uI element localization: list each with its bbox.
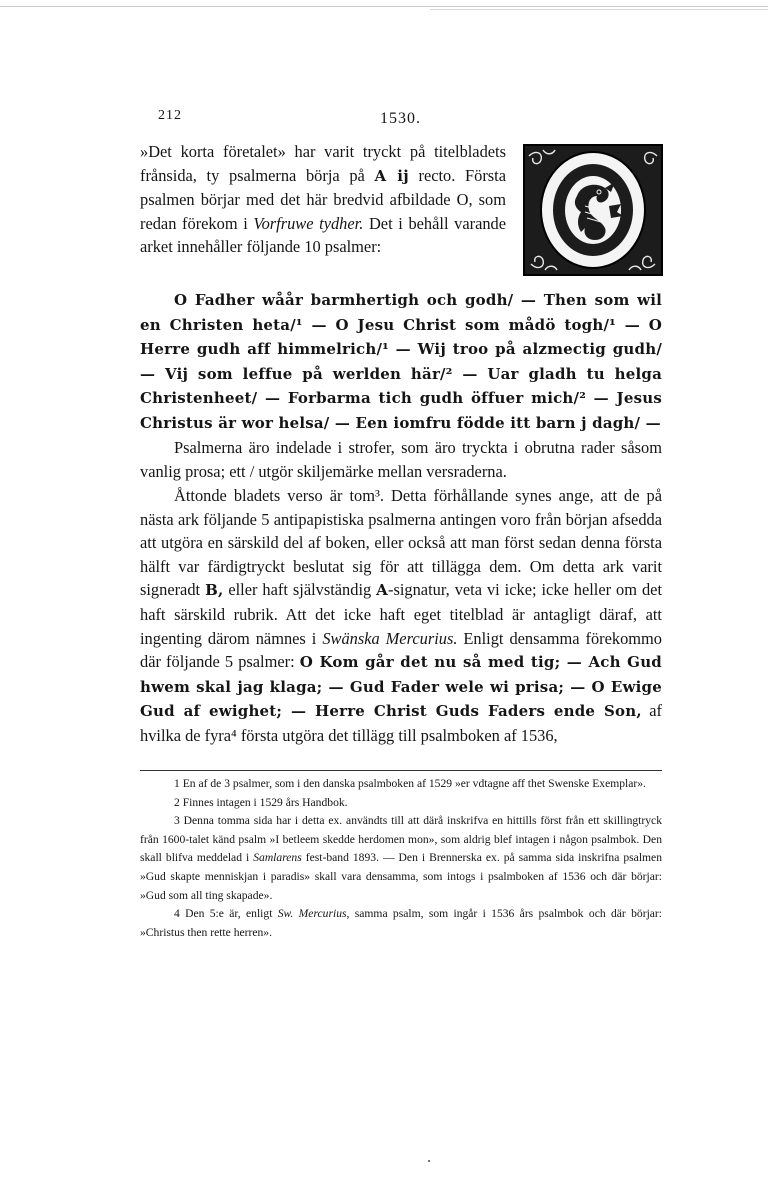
hymn-list-fraktur: O Fadher wåår barmhertigh och godh/ — Then som wil en Christen heta/¹ — O Jesu Christ som mådö togh/¹ — O Herre gudh aff himmelrich/¹ — Wij troo på alzmectig gudh/ — Vij som leffue på werlden här/² — Uar gladh tu helga Christenheet/ — Forbarma tich gudh öffuer mich/² — Jesus Christus är wor helsa/ — Een iomfru födde itt barn j dagh/ — (140, 291, 662, 432)
top-edge-rule (0, 6, 768, 7)
dragon-initial-icon (525, 146, 661, 274)
para3-text-e: af hvilka de fyra⁴ första utgöra det tillägg till psalmboken af 1536, (140, 701, 662, 745)
para3-text-d: Enligt densamma förekommo där följande 5 psalmer: (140, 628, 662, 672)
footnote-4-text-a: 4 Den 5:e är, enligt (174, 907, 278, 921)
footnote-3-text-b: fest-band 1893. — Den i Brennerska ex. på samma sida inskrifna psalmen »Gud skapte menniskjan i paradis» skall vara densamma, som intogs i psalmboken af 1536 och där börjar: »Gud som all ting skapade». (140, 851, 662, 902)
top-edge-rule-secondary (430, 9, 768, 10)
footnote-4 (140, 905, 662, 942)
running-head-year: 1530. (380, 110, 421, 127)
paragraph-attonde-bladet (140, 484, 662, 748)
footnote-3 (140, 812, 662, 905)
footnotes (140, 775, 662, 942)
footnote-4-italic: Sw. Mercurius, (277, 907, 350, 921)
footnote-2: 2 Finnes intagen i 1529 års Handbok. (174, 795, 348, 809)
para3-text-c: -signatur, veta vi icke; icke heller om det haft särskild rubrik. Att det icke haft eget titelblad är antagligt däraf, att ingenting därom nämnes i (140, 580, 662, 648)
book-title-mercurius: Swänska Mercurius. (322, 628, 458, 648)
para3-text-a: Åttonde bladets verso är tom³. Detta förhållande synes ange, att de på nästa ark följande 5 antipapistiska psalmerna antingen voro från början afsedda att utgöra en särskild del af boken, eller också att man först sedan denna första hälft var färdigtryckt beslutat sig för att tillägga dem. Om detta ark varit signeradt (140, 486, 662, 600)
signature-mark: A ij (374, 166, 409, 185)
paragraph-strofer: Psalmerna äro indelade i strofer, som äro tryckta i obrutna rader såsom vanlig prosa; ett / utgör skiljemärke mellan versraderna. (140, 438, 662, 481)
footnote-rule (140, 770, 662, 771)
intro-paragraph (140, 140, 506, 259)
para3-text-b: eller haft självständig (223, 580, 377, 600)
signature-a: A (376, 581, 389, 600)
footnote-1: 1 En af de 3 psalmer, som i den danska psalmboken af 1529 »er vdtagne aff thet Swenske Exemplar». (174, 777, 646, 790)
footnote-3-italic: Samlarens (253, 851, 302, 865)
page-speck (428, 1160, 430, 1162)
footnote-3-text-a: 3 Denna tomma sida har i detta ex. användts till att därå inskrifva en hittills först från ett skillingtryck från 1600-talet känd psalm »I betleem skedde herdomen mon», som aldrig blef intagen i någon psalmbok. Den skall blifva meddelad i (140, 814, 662, 865)
footnote-4-text-b: samma psalm, som ingår i 1536 års psalmbok och där börjar: »Christus then rette herren». (140, 907, 663, 939)
intro-text-a: »Det korta företalet» har varit tryckt på titelbladets frånsida, ty psalmerna börja på (140, 142, 506, 185)
book-title-vorfruwe: Vorfruwe tydher. (253, 213, 364, 233)
intro-text-c: Det i behåll varande arket innehåller följande 10 psalmer: (140, 213, 507, 257)
intro-text-b: recto. Första psalmen börjar med det här bredvid afbildade O, som redan förekom i (140, 165, 506, 233)
ornamental-initial-o-icon (523, 144, 663, 276)
antipapal-hymn-list: O Kom går det nu så med tig; — Ach Gud hwem skal jag klaga; — Gud Fader wele wi prisa; — O Ewige Gud af ewighet; — Herre Christ Guds Faders ende Son, (140, 653, 662, 721)
page-number: 212 (158, 108, 182, 123)
signature-b: B, (205, 581, 224, 600)
